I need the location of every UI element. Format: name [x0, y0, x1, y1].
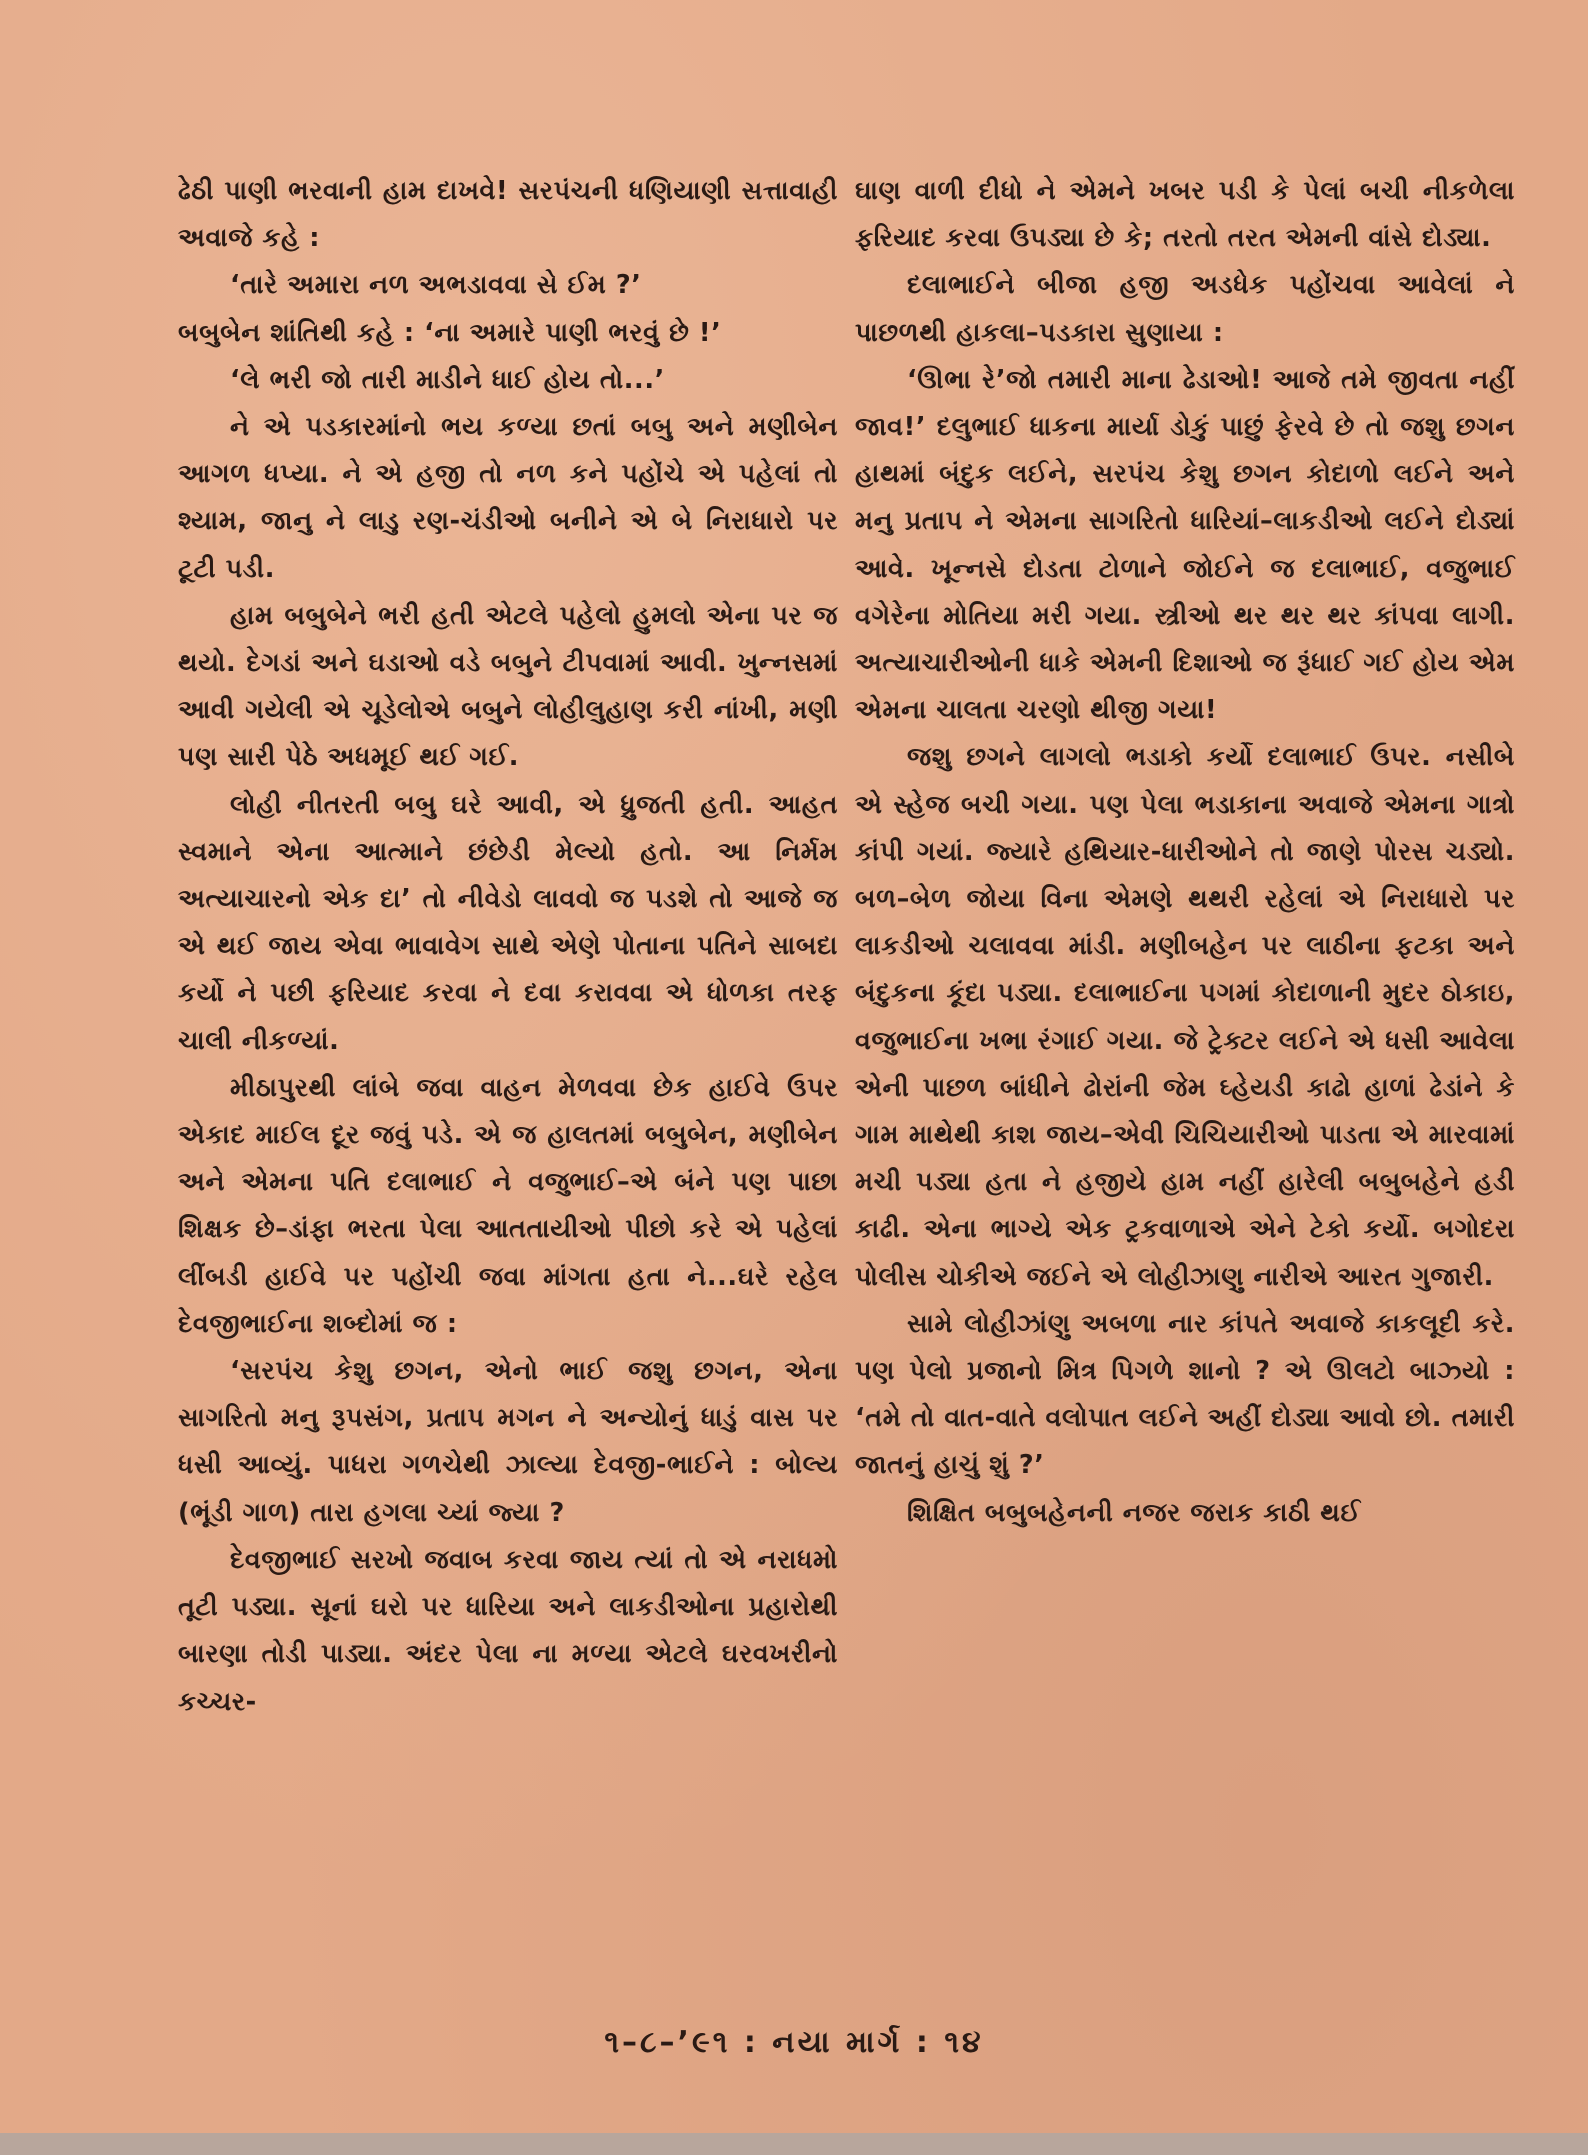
paragraph: સામે લોહીઝાંણુ અબળા નાર કાંપતે અવાજે કાકલૂદી કરે. પણ પેલો પ્રજાનો મિત્ર પિગળે શાનો ? એ ઊલટો બાઝ્યો : ‘તમે તો વાત-વાતે વલોપાત લઈને અહીં દોડ્યા આવો છો. તમારી જાતનું હાચું શું ?’: [855, 1308, 1515, 1481]
paragraph: હામ બબુબેને ભરી હતી એટલે પહેલો હુમલો એના પર જ થયો. દેગડાં અને ઘડાઓ વડે બબુને ટીપવામાં આવી. ખુન્નસમાં આવી ગયેલી એ ચૂડેલોએ બબુને લોહીલુહાણ કરી નાંખી, મણી પણ સારી પેઠે અધમૂઈ થઈ ગઈ.: [178, 600, 838, 773]
left-column: [178, 168, 838, 1726]
paragraph: ‘સરપંચ કેશુ છગન, એનો ભાઈ જશુ છગન, એના સાગરિતો મનુ રૂપસંગ, પ્રતાપ મગન ને અન્યોનું ધાડું વાસ પર ધસી આવ્યું. પાધરા ગળચેથી ઝાલ્યા દેવજી-ભાઈને : બોલ્ય (ભૂંડી ગાળ) તારા હગલા ચ્યાં જ્યા ?: [178, 1356, 838, 1528]
paragraph: ઘાણ વાળી દીધો ને એમને ખબર પડી કે પેલાં બચી નીકળેલા ફરિયાદ કરવા ઉપડ્યા છે કે; તરતો તરત એમની વાંસે દોડ્યા.: [855, 176, 1515, 254]
page-footer: ૧–૮–’૯૧ : નયા માર્ગ : ૧૪: [604, 2025, 984, 2060]
paragraph: ને એ પડકારમાંનો ભય કળ્યા છતાં બબુ અને મણીબેન આગળ ધપ્યા. ને એ હજી તો નળ કને પહોંચે એ પહેલાં તો શ્યામ, જાનુ ને લાડુ રણ-ચંડીઓ બનીને એ બે નિરાધારો પર ટૂટી પડી.: [178, 412, 838, 584]
paragraph: દલાભાઈને બીજા હજી અડધેક પહોંચવા આવેલાં ને પાછળથી હાકલા–પડકારા સુણાયા :: [855, 270, 1515, 348]
scan-edge: [0, 2133, 1588, 2155]
paragraph: લોહી નીતરતી બબુ ઘરે આવી, એ ધ્રુજતી હતી. આહત સ્વમાને એના આત્માને છંછેડી મેલ્યો હતો. આ નિર્મમ અત્યાચારનો એક દા’ તો નીવેડો લાવવો જ પડશે તો આજે જ એ થઈ જાય એવા ભાવાવેગ સાથે એણે પોતાના પતિને સાબદા કર્યો ને પછી ફરિયાદ કરવા ને દવા કરાવવા એ ધોળકા તરફ ચાલી નીકળ્યાં.: [178, 789, 838, 1056]
right-column: [855, 168, 1515, 1537]
paragraph: ‘ઊભા રે’જો તમારી માના ઢેડાઓ! આજે તમે જીવતા નહીં જાવ!’ દલુભાઈ ધાકના માર્યા ડોકું પાછું ફેરવે છે તો જશુ છગન હાથમાં બંદુક લઈને, સરપંચ કેશુ છગન કોદાળો લઈને અને મનુ પ્રતાપ ને એમના સાગરિતો ધારિયાં–લાકડીઓ લઈને દોડ્યાં આવે. ખૂન્નસે દોડતા ટોળાને જોઈને જ દલાભાઈ, વજુભાઈ વગેરેના મોતિયા મરી ગયા. સ્ત્રીઓ થર થર થર કાંપવા લાગી. અત્યાચારીઓની ધાકે એમની દિશાઓ જ રૂંધાઈ ગઈ હોય એમ એમના ચાલતા ચરણો થીજી ગયા!: [855, 364, 1515, 726]
paragraph: શિક્ષિત બબુબહેનની નજર જરાક કાઠી થઈ: [907, 1497, 1361, 1528]
paragraph: બબુબેન શાંતિથી કહે : ‘ના અમારે પાણી ભરવું છે !’: [178, 317, 722, 348]
paragraph: જશુ છગને લાગલો ભડાકો કર્યો દલાભાઈ ઉપર. નસીબે એ સ્હેજ બચી ગયા. પણ પેલા ભડાકાના અવાજે એમના ગાત્રો કાંપી ગયાં. જ્યારે હથિયાર-ધારીઓને તો જાણે પોરસ ચડ્યો. બળ–બેળ જોયા વિના એમણે થથરી રહેલાં એ નિરાધારો પર લાકડીઓ ચલાવવા માંડી. મણીબહેન પર લાઠીના ફટકા અને બંદુકના કૂંદા પડ્યા. દલાભાઈના પગમાં કોદાળાની મુદર ઠોકાઇ, વજુભાઈના ખભા રંગાઈ ગયા. જે ટ્રેક્ટર લઈને એ ધસી આવેલા એની પાછળ બાંધીને ઢોરાંની જેમ ઘ્હેયડી કાઢો હાળાં ઢેડાંને કે ગામ માથેથી કાશ જાય–એવી ચિચિયારીઓ પાડતા એ મારવામાં મચી પડ્યા હતા ને હજીયે હામ નહીં હારેલી બબુબહેને હડી કાઢી. એના ભાગ્યે એક ટ્રકવાળાએ એને ટેકો કર્યો. બગોદરા પોલીસ ચોકીએ જઈને એ લોહીઝાણુ નારીએ આરત ગુજારી.: [855, 742, 1515, 1292]
paragraph: દેવજીભાઈ સરખો જવાબ કરવા જાય ત્યાં તો એ નરાધમો તૂટી પડ્યા. સૂનાં ઘરો પર ધારિયા અને લાકડીઓના પ્રહારોથી બારણા તોડી પાડ્યા. અંદર પેલા ના મળ્યા એટલે ઘરવખરીનો કચ્ચર-: [178, 1544, 838, 1717]
paragraph: ‘તારે અમારા નળ અભડાવવા સે ઈમ ?’: [230, 270, 642, 301]
paragraph: મીઠાપુરથી લાંબે જવા વાહન મેળવવા છેક હાઈવે ઉપર એકાદ માઈલ દૂર જવું પડે. એ જ હાલતમાં બબુબેન, મણીબેન અને એમના પતિ દલાભાઈ ને વજુભાઈ–એ બંને પણ પાછા શિક્ષક છે–ડાંફા ભરતા પેલા આતતાયીઓ પીછો કરે એ પહેલાં લીંબડી હાઈવે પર પહોંચી જવા માંગતા હતા ને...ઘરે રહેલ દેવજીભાઈના શબ્દોમાં જ :: [178, 1072, 838, 1339]
paragraph: ‘લે ભરી જો તારી માડીને ધાઈ હોય તો...’: [230, 364, 665, 395]
paragraph: ઢેઠી પાણી ભરવાની હામ દાખવે! સરપંચની ધણિયાણી સત્તાવાહી અવાજે કહે :: [178, 176, 838, 254]
